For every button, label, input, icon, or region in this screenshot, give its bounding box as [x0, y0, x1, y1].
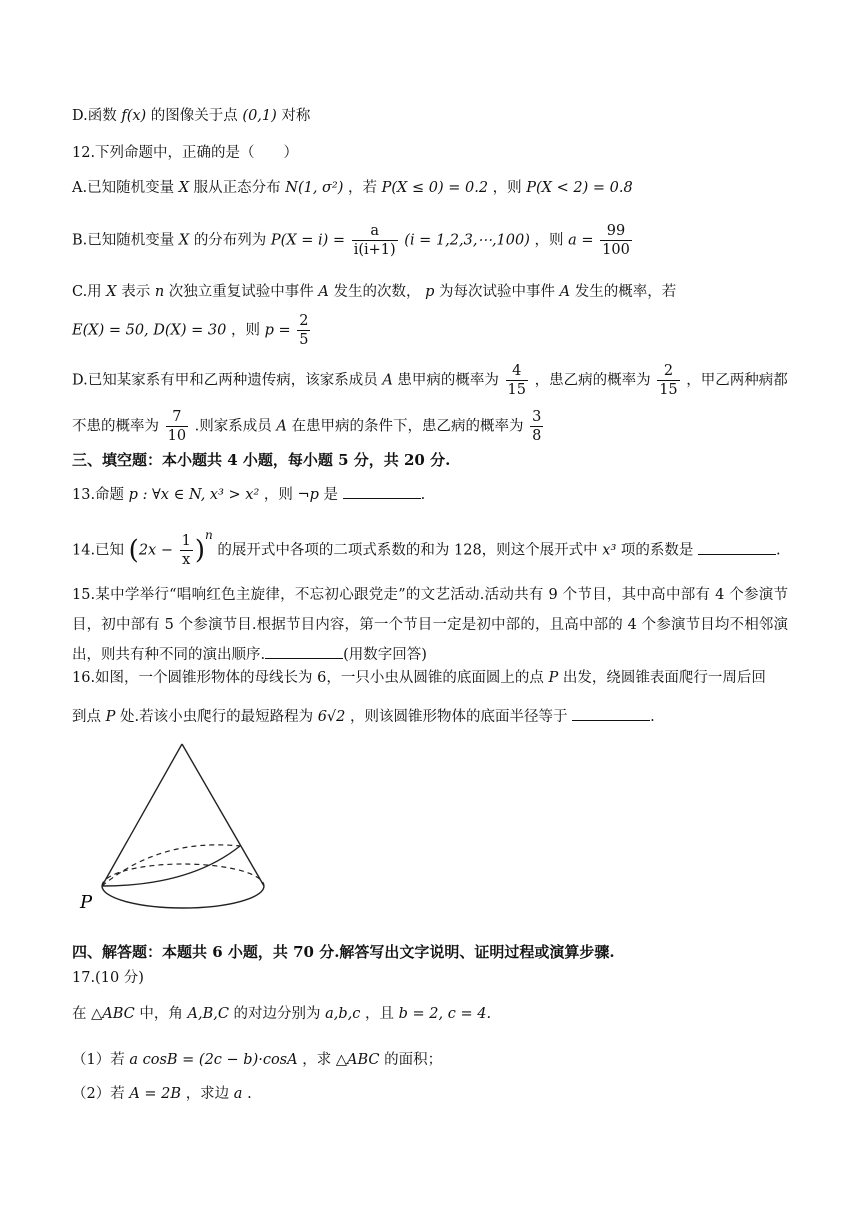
text: 的图像关于点	[150, 108, 238, 124]
fraction	[600, 222, 632, 259]
q16-line1	[72, 668, 766, 688]
text: ，则	[230, 322, 260, 339]
math: p	[425, 284, 435, 300]
q14: 14.已知 (2x − $\frac{1}{x}$ )$^n$ 的展开式中各项的二项式系数的和为 128，则这个展开式中 x³ 项的系数是 .	[72, 527, 781, 568]
cone-figure	[70, 738, 280, 918]
text: 的对边分别为	[233, 1006, 321, 1022]
fraction	[297, 312, 310, 349]
math: A,B,C	[187, 1006, 229, 1022]
text: 发生的次数，	[333, 284, 421, 300]
fraction	[657, 362, 679, 399]
math: x³	[602, 542, 617, 559]
math: P(X ≤ 0) = 0.2	[381, 180, 489, 196]
math: n	[154, 284, 165, 300]
paren-close: )	[194, 535, 205, 566]
math: E(X) = 50, D(X) = 30	[72, 322, 227, 339]
numerator: 3	[532, 409, 542, 425]
text: 14.已知	[72, 542, 125, 559]
fraction	[166, 408, 188, 445]
answer-blank[interactable]	[343, 484, 421, 499]
numerator: 4	[506, 362, 528, 381]
math: A	[276, 418, 287, 435]
section-4-heading: 四、解答题：本题共 6 小题，共 70 分.解答写出文字说明、证明过程或演算步骤.	[72, 943, 615, 961]
text: 出发，绕圆锥表面爬行一周后回	[562, 670, 766, 686]
text: 不患的概率为	[72, 418, 159, 435]
math: △ABC	[335, 1052, 380, 1068]
math: A	[382, 372, 393, 389]
answer-blank[interactable]	[698, 540, 776, 555]
math: P(X < 2) = 0.8	[526, 180, 633, 196]
q12-option-c-line2	[72, 312, 312, 349]
text: 到点	[72, 709, 101, 725]
math: P	[105, 709, 116, 725]
paren-open: (	[128, 535, 139, 566]
numerator: 7	[166, 408, 188, 427]
text: 的分布列为	[193, 232, 267, 249]
denominator: 15	[507, 382, 526, 398]
math: (0,1)	[242, 108, 277, 124]
text: A.已知随机变量	[72, 180, 175, 196]
text: 16.如图，一个圆锥形物体的母线长为 6，一只小虫从圆锥的底面圆上的点	[72, 670, 544, 686]
text: ，甲乙两种病都	[686, 372, 788, 389]
denominator: 10	[167, 428, 187, 444]
text: 在	[72, 1006, 87, 1022]
numerator: 99	[600, 222, 632, 241]
answer-blank[interactable]	[265, 644, 343, 659]
fraction	[180, 532, 193, 569]
path-hidden-arc	[102, 845, 240, 886]
text: (用数字回答)	[343, 647, 427, 663]
denominator: 15	[659, 382, 678, 398]
math: f(x)	[121, 108, 147, 124]
math: A	[559, 284, 571, 300]
text: 发生的概率，若	[574, 284, 677, 300]
numerator: 1	[181, 533, 191, 549]
text: ，且	[365, 1006, 395, 1022]
q17-part-2	[72, 1084, 252, 1104]
numerator: 2	[299, 313, 309, 329]
text: D.已知某家系有甲和乙两种遗传病，该家系成员	[72, 372, 378, 389]
q12-option-a	[72, 178, 633, 198]
q12-option-d-line2	[72, 408, 545, 445]
q11-option-d	[72, 106, 310, 126]
math: a =	[568, 232, 594, 249]
fraction	[352, 222, 398, 259]
q12-option-b	[72, 222, 634, 259]
numerator: 2	[657, 362, 679, 381]
denominator: x	[182, 552, 191, 568]
denominator: 100	[602, 242, 630, 258]
text: ，则	[263, 487, 293, 503]
answer-blank[interactable]	[572, 706, 650, 721]
math: N(1, σ²)	[285, 180, 344, 196]
text: 的面积；	[384, 1052, 443, 1068]
section-3-heading: 三、填空题：本小题共 4 小题，每小题 5 分，共 20 分.	[72, 451, 451, 469]
q16-line2: 到点 P 处.若该小虫爬行的最短路程为 6√2 ，则该圆锥形物体的底面半径等于 .	[72, 706, 655, 727]
math: p =	[264, 322, 291, 339]
text: .	[247, 1086, 252, 1102]
fraction	[506, 362, 528, 399]
text: ，求边	[185, 1086, 230, 1102]
text: 服从正态分布	[193, 180, 281, 196]
denominator: i(i+1)	[353, 242, 396, 258]
text: 对称	[281, 108, 311, 124]
text: 为每次试验中事件	[439, 284, 556, 300]
q17-stem	[72, 1004, 491, 1024]
denominator: 5	[299, 332, 309, 348]
math: X	[178, 232, 190, 249]
fraction	[530, 408, 543, 445]
text: ，则	[492, 180, 522, 196]
text: ，若	[348, 180, 378, 196]
text: ，则该圆锥形物体的底面半径等于	[350, 709, 568, 725]
text: 患甲病的概率为	[397, 372, 499, 389]
text: D.函数	[72, 108, 117, 124]
exponent: n	[205, 527, 213, 542]
numerator: a	[352, 222, 398, 241]
denominator: 8	[532, 428, 542, 444]
math: ¬p	[297, 487, 319, 503]
text: 次独立重复试验中事件	[168, 284, 314, 300]
q12-stem: 12.下列命题中，正确的是（ ）	[72, 145, 299, 161]
text: .则家系成员	[194, 418, 272, 435]
math: b = 2, c = 4.	[398, 1006, 492, 1022]
math: 6√2	[317, 709, 346, 725]
base-front-arc	[102, 886, 264, 908]
path-visible-arc	[102, 846, 240, 886]
text: （2）若	[72, 1086, 125, 1102]
text: 13.命题	[72, 487, 125, 503]
math: A	[318, 284, 329, 300]
text: C.用	[72, 284, 102, 300]
text: B.已知随机变量	[72, 232, 175, 249]
q15	[72, 580, 788, 670]
text: 中，角	[139, 1006, 183, 1022]
math: X	[178, 180, 190, 196]
math: (i = 1,2,3,⋯,100)	[404, 232, 530, 249]
text: ，患乙病的概率为	[534, 372, 651, 389]
text: 15.某中学举行“唱响红色主旋律，不忘初心跟党走”的文艺活动.活动共有 9 个节目，其中高中部有 4 个参演节目，初中部有 5 个参演节目.根据节目内容，第一个节目一定是初中部的，且高中部的 4 个参演节目均不相邻演出，则共有种不同的演出顺序.	[72, 587, 788, 663]
point-p-label: P	[80, 892, 93, 913]
math: △ABC	[91, 1006, 135, 1022]
math: a,b,c	[325, 1006, 361, 1022]
math: X	[106, 284, 117, 300]
text: 处.若该小虫爬行的最短路程为	[119, 709, 314, 725]
q12-option-c-line1	[72, 282, 676, 302]
text: 在患甲病的条件下，患乙病的概率为	[291, 418, 524, 435]
math: A = 2B	[129, 1086, 182, 1102]
text: （1）若	[72, 1052, 125, 1068]
math: P	[548, 670, 559, 686]
text: ，则	[534, 232, 564, 249]
math: P(X = i) =	[270, 232, 346, 249]
text: ，求	[302, 1052, 332, 1068]
math: a cosB = (2c − b)·cosA	[129, 1052, 298, 1068]
text: 是	[323, 487, 339, 503]
q12-option-d-line1	[72, 362, 788, 399]
math: a	[233, 1086, 243, 1102]
text: 表示	[121, 284, 151, 300]
q13: 13.命题 p : ∀x ∈ N, x³ > x² ，则 ¬p 是 .	[72, 484, 425, 505]
q17-part-1	[72, 1050, 442, 1070]
text: 项的系数是	[620, 542, 694, 559]
text: 的展开式中各项的二项式系数的和为 128，则这个展开式中	[217, 542, 598, 559]
math: 2x −	[138, 542, 173, 559]
math: p : ∀x ∈ N, x³ > x²	[128, 487, 260, 503]
q17-heading: 17.(10 分)	[72, 970, 144, 986]
